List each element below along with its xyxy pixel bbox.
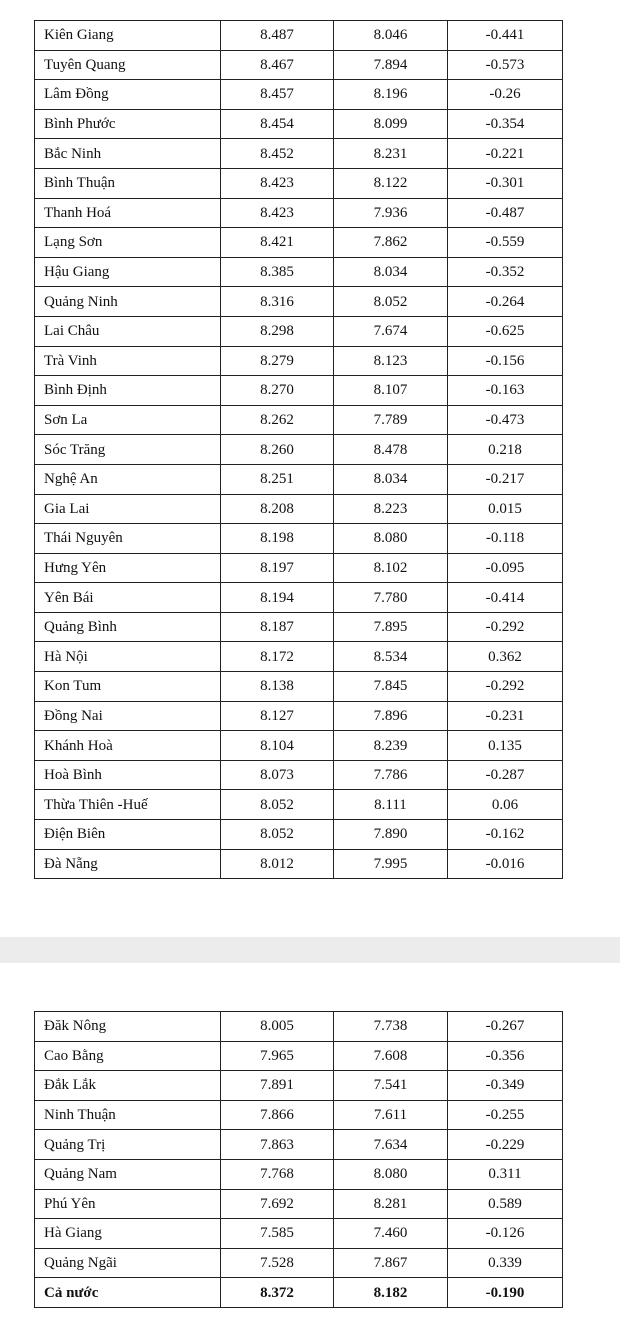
- table-row: [35, 1100, 563, 1130]
- diff-cell: -0.301: [448, 168, 563, 198]
- value-2-cell: 7.867: [334, 1248, 448, 1278]
- value-1-cell: 8.452: [221, 139, 334, 169]
- value-2-cell: 8.034: [334, 464, 448, 494]
- province-cell: Cao Bằng: [35, 1041, 221, 1071]
- province-cell: Quảng Trị: [35, 1130, 221, 1160]
- value-2-cell: 8.102: [334, 553, 448, 583]
- value-1-cell: 8.457: [221, 80, 334, 110]
- total-value-1: 8.372: [221, 1278, 334, 1308]
- table-row: [35, 760, 563, 790]
- total-diff: -0.190: [448, 1278, 563, 1308]
- table-row: [35, 1189, 563, 1219]
- table-row: [35, 583, 563, 613]
- diff-cell: -0.292: [448, 672, 563, 702]
- score-table-part-1: [34, 20, 563, 879]
- value-2-cell: 8.122: [334, 168, 448, 198]
- province-cell: Lạng Sơn: [35, 228, 221, 258]
- value-1-cell: 8.172: [221, 642, 334, 672]
- province-cell: Thừa Thiên -Huế: [35, 790, 221, 820]
- table-row: [35, 287, 563, 317]
- diff-cell: -0.473: [448, 405, 563, 435]
- table-row: [35, 139, 563, 169]
- value-1-cell: 8.005: [221, 1012, 334, 1042]
- value-1-cell: 8.194: [221, 583, 334, 613]
- value-2-cell: 7.674: [334, 316, 448, 346]
- table-row: [35, 1071, 563, 1101]
- value-2-cell: 7.786: [334, 760, 448, 790]
- province-cell: Điện Biên: [35, 820, 221, 850]
- table-row: [35, 168, 563, 198]
- table-row: [35, 228, 563, 258]
- value-2-cell: 7.895: [334, 612, 448, 642]
- table-row: [35, 849, 563, 879]
- table-row: [35, 405, 563, 435]
- value-2-cell: 8.478: [334, 435, 448, 465]
- diff-cell: 0.218: [448, 435, 563, 465]
- value-1-cell: 8.208: [221, 494, 334, 524]
- value-2-cell: 7.995: [334, 849, 448, 879]
- diff-cell: -0.221: [448, 139, 563, 169]
- table-row: [35, 464, 563, 494]
- value-2-cell: 7.634: [334, 1130, 448, 1160]
- diff-cell: -0.487: [448, 198, 563, 228]
- value-2-cell: 8.281: [334, 1189, 448, 1219]
- province-cell: Lai Châu: [35, 316, 221, 346]
- diff-cell: -0.217: [448, 464, 563, 494]
- diff-cell: 0.362: [448, 642, 563, 672]
- score-table-body-1: [35, 21, 563, 879]
- table-row: [35, 198, 563, 228]
- diff-cell: -0.414: [448, 583, 563, 613]
- table-row: [35, 672, 563, 702]
- total-label: Cả nước: [35, 1278, 221, 1308]
- table-row: [35, 1159, 563, 1189]
- value-1-cell: 7.965: [221, 1041, 334, 1071]
- province-cell: Tuyên Quang: [35, 50, 221, 80]
- value-2-cell: 8.534: [334, 642, 448, 672]
- table-row: [35, 80, 563, 110]
- value-2-cell: 7.890: [334, 820, 448, 850]
- table-row: [35, 1219, 563, 1249]
- province-cell: Quảng Bình: [35, 612, 221, 642]
- diff-cell: -0.156: [448, 346, 563, 376]
- value-2-cell: 8.239: [334, 731, 448, 761]
- province-cell: Yên Bái: [35, 583, 221, 613]
- diff-cell: -0.559: [448, 228, 563, 258]
- value-1-cell: 7.692: [221, 1189, 334, 1219]
- score-table-body-2: [35, 1012, 563, 1278]
- value-2-cell: 7.845: [334, 672, 448, 702]
- value-1-cell: 8.052: [221, 790, 334, 820]
- value-1-cell: 8.012: [221, 849, 334, 879]
- table-row: [35, 346, 563, 376]
- value-2-cell: 8.046: [334, 21, 448, 51]
- value-1-cell: 8.187: [221, 612, 334, 642]
- diff-cell: 0.339: [448, 1248, 563, 1278]
- value-2-cell: 8.231: [334, 139, 448, 169]
- province-cell: Đà Nẵng: [35, 849, 221, 879]
- value-1-cell: 8.385: [221, 257, 334, 287]
- table-row: [35, 642, 563, 672]
- diff-cell: -0.625: [448, 316, 563, 346]
- diff-cell: 0.589: [448, 1189, 563, 1219]
- value-2-cell: 8.123: [334, 346, 448, 376]
- province-cell: Trà Vinh: [35, 346, 221, 376]
- value-2-cell: 8.111: [334, 790, 448, 820]
- province-cell: Đồng Nai: [35, 701, 221, 731]
- diff-cell: -0.264: [448, 287, 563, 317]
- value-1-cell: 8.052: [221, 820, 334, 850]
- value-1-cell: 8.487: [221, 21, 334, 51]
- province-cell: Kon Tum: [35, 672, 221, 702]
- province-cell: Bình Thuận: [35, 168, 221, 198]
- value-1-cell: 8.423: [221, 168, 334, 198]
- province-cell: Bắc Ninh: [35, 139, 221, 169]
- table-row: [35, 21, 563, 51]
- diff-cell: -0.441: [448, 21, 563, 51]
- value-1-cell: 8.423: [221, 198, 334, 228]
- province-cell: Đắk Lắk: [35, 1071, 221, 1101]
- diff-cell: -0.163: [448, 376, 563, 406]
- value-2-cell: 8.080: [334, 524, 448, 554]
- value-2-cell: 7.541: [334, 1071, 448, 1101]
- province-cell: Hoà Bình: [35, 760, 221, 790]
- diff-cell: -0.292: [448, 612, 563, 642]
- province-cell: Bình Định: [35, 376, 221, 406]
- value-1-cell: 8.421: [221, 228, 334, 258]
- value-1-cell: 8.104: [221, 731, 334, 761]
- province-cell: Quảng Ninh: [35, 287, 221, 317]
- diff-cell: -0.349: [448, 1071, 563, 1101]
- value-1-cell: 8.298: [221, 316, 334, 346]
- province-cell: Hà Giang: [35, 1219, 221, 1249]
- value-2-cell: 7.608: [334, 1041, 448, 1071]
- value-2-cell: 8.034: [334, 257, 448, 287]
- value-2-cell: 8.107: [334, 376, 448, 406]
- document-page-2: [0, 963, 620, 1343]
- table-row: [35, 524, 563, 554]
- value-2-cell: 7.611: [334, 1100, 448, 1130]
- value-1-cell: 8.127: [221, 701, 334, 731]
- diff-cell: -0.573: [448, 50, 563, 80]
- value-2-cell: 7.936: [334, 198, 448, 228]
- table-row: [35, 257, 563, 287]
- value-1-cell: 8.198: [221, 524, 334, 554]
- diff-cell: -0.352: [448, 257, 563, 287]
- table-row: [35, 731, 563, 761]
- value-1-cell: 8.138: [221, 672, 334, 702]
- province-cell: Phú Yên: [35, 1189, 221, 1219]
- table-row: [35, 109, 563, 139]
- value-2-cell: 7.894: [334, 50, 448, 80]
- value-1-cell: 7.585: [221, 1219, 334, 1249]
- table-row: [35, 612, 563, 642]
- province-cell: Ninh Thuận: [35, 1100, 221, 1130]
- table-row: [35, 50, 563, 80]
- province-cell: Thanh Hoá: [35, 198, 221, 228]
- diff-cell: 0.06: [448, 790, 563, 820]
- table-row: [35, 820, 563, 850]
- value-1-cell: 7.768: [221, 1159, 334, 1189]
- diff-cell: 0.135: [448, 731, 563, 761]
- value-2-cell: 7.780: [334, 583, 448, 613]
- value-2-cell: 8.099: [334, 109, 448, 139]
- value-1-cell: 8.251: [221, 464, 334, 494]
- diff-cell: -0.287: [448, 760, 563, 790]
- value-1-cell: 8.073: [221, 760, 334, 790]
- diff-cell: -0.354: [448, 109, 563, 139]
- province-cell: Quảng Ngãi: [35, 1248, 221, 1278]
- value-1-cell: 8.454: [221, 109, 334, 139]
- diff-cell: -0.126: [448, 1219, 563, 1249]
- diff-cell: -0.162: [448, 820, 563, 850]
- value-2-cell: 8.196: [334, 80, 448, 110]
- province-cell: Khánh Hoà: [35, 731, 221, 761]
- page-separator: [0, 937, 620, 963]
- diff-cell: -0.356: [448, 1041, 563, 1071]
- table-row: [35, 435, 563, 465]
- table-row: [35, 1041, 563, 1071]
- table-row: [35, 1012, 563, 1042]
- value-2-cell: 7.738: [334, 1012, 448, 1042]
- diff-cell: 0.015: [448, 494, 563, 524]
- province-cell: Hưng Yên: [35, 553, 221, 583]
- value-1-cell: 7.866: [221, 1100, 334, 1130]
- table-row: [35, 376, 563, 406]
- province-cell: Sơn La: [35, 405, 221, 435]
- value-1-cell: 7.863: [221, 1130, 334, 1160]
- total-value-2: 8.182: [334, 1278, 448, 1308]
- province-cell: Gia Lai: [35, 494, 221, 524]
- diff-cell: -0.267: [448, 1012, 563, 1042]
- province-cell: Quảng Nam: [35, 1159, 221, 1189]
- province-cell: Lâm Đồng: [35, 80, 221, 110]
- score-table-part-2: [34, 1011, 563, 1308]
- diff-cell: -0.255: [448, 1100, 563, 1130]
- value-1-cell: 8.197: [221, 553, 334, 583]
- province-cell: Hậu Giang: [35, 257, 221, 287]
- value-1-cell: 8.316: [221, 287, 334, 317]
- table-row: [35, 553, 563, 583]
- value-1-cell: 8.467: [221, 50, 334, 80]
- value-2-cell: 7.789: [334, 405, 448, 435]
- value-2-cell: 7.896: [334, 701, 448, 731]
- province-cell: Sóc Trăng: [35, 435, 221, 465]
- diff-cell: -0.26: [448, 80, 563, 110]
- value-2-cell: 7.862: [334, 228, 448, 258]
- value-2-cell: 7.460: [334, 1219, 448, 1249]
- total-row: [35, 1278, 563, 1308]
- table-row: [35, 316, 563, 346]
- province-cell: Kiên Giang: [35, 21, 221, 51]
- diff-cell: 0.311: [448, 1159, 563, 1189]
- value-1-cell: 8.279: [221, 346, 334, 376]
- province-cell: Hà Nội: [35, 642, 221, 672]
- diff-cell: -0.095: [448, 553, 563, 583]
- value-1-cell: 8.260: [221, 435, 334, 465]
- table-row: [35, 790, 563, 820]
- table-row: [35, 1130, 563, 1160]
- value-1-cell: 7.528: [221, 1248, 334, 1278]
- diff-cell: -0.016: [448, 849, 563, 879]
- diff-cell: -0.229: [448, 1130, 563, 1160]
- table-row: [35, 494, 563, 524]
- province-cell: Đăk Nông: [35, 1012, 221, 1042]
- province-cell: Nghệ An: [35, 464, 221, 494]
- value-1-cell: 8.262: [221, 405, 334, 435]
- value-1-cell: 7.891: [221, 1071, 334, 1101]
- province-cell: Bình Phước: [35, 109, 221, 139]
- value-2-cell: 8.052: [334, 287, 448, 317]
- value-1-cell: 8.270: [221, 376, 334, 406]
- table-row: [35, 1248, 563, 1278]
- value-2-cell: 8.080: [334, 1159, 448, 1189]
- table-row: [35, 701, 563, 731]
- province-cell: Thái Nguyên: [35, 524, 221, 554]
- value-2-cell: 8.223: [334, 494, 448, 524]
- diff-cell: -0.231: [448, 701, 563, 731]
- diff-cell: -0.118: [448, 524, 563, 554]
